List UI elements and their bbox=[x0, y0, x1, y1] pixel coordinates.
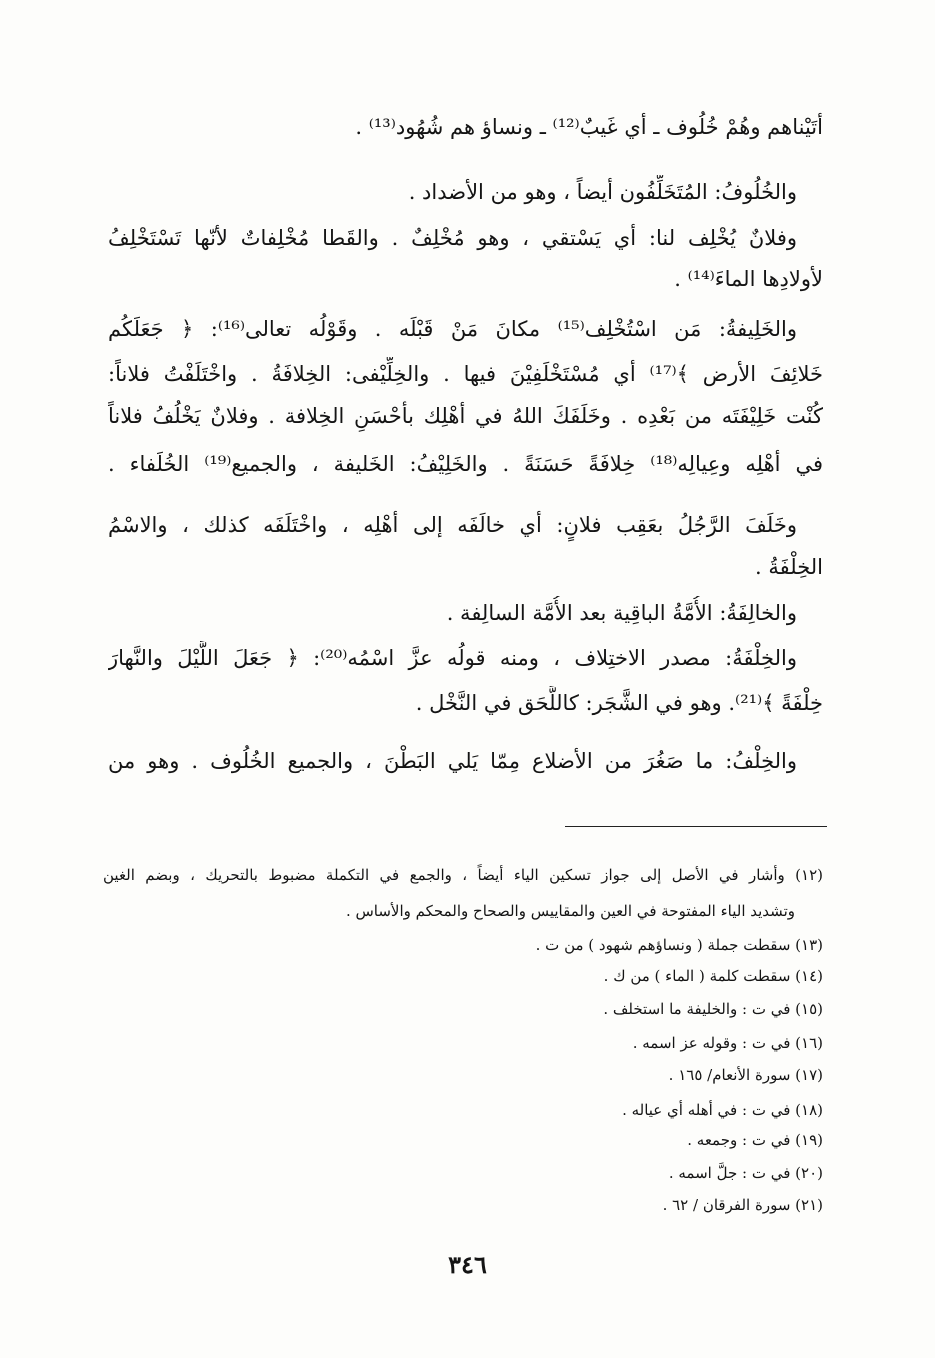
footnote: (١٧) سورة الأنعام/ ١٦٥ . bbox=[668, 1066, 823, 1084]
footnote: (٢١) سورة الفرقان / ٦٢ . bbox=[662, 1196, 823, 1214]
text-line: في أهْلِه وعِيالِه⁽¹⁸⁾ خِلافَةً حَسَنَةً . والخَلِيْفُ: الخَليفة ، والجميع⁽¹⁹⁾ الخُلَفاء . bbox=[108, 452, 823, 476]
footnote: (١٣) سقطت جملة ( ونساؤهم شهود ) من ت . bbox=[535, 936, 823, 954]
text-line: والخِلْفَةُ: مصدر الاختِلاف ، ومنه قولُه عزَّ اسْمُه⁽²⁰⁾: ﴿ جَعَلَ اللَّيْلَ والنَّهارَ bbox=[108, 646, 797, 670]
text-line: كُنْت خَلِيْفَتَه من بَعْدِه . وخَلَفَكَ اللهُ في أهْلِك بأحْسَنِ الخِلافة . وفلانٌ يَخْلُفُ فلاناً bbox=[108, 404, 823, 428]
text-line: الخِلْفَةُ . bbox=[755, 555, 823, 579]
footnote-divider bbox=[565, 826, 827, 827]
text-line: والخِلْفُ: ما صَغُرَ من الأضلاع مِمّا يَلي البَطْنَ ، والجميع الخُلُوف . وهو من bbox=[108, 749, 797, 773]
page-number: ٣٤٦ bbox=[448, 1250, 487, 1279]
footnote: (١٢) وأشار في الأصل إلى جواز تسكين الياء أيضاً ، والجمع في التكملة مضبوط بالتحريك ، وبضم الغين bbox=[103, 866, 823, 884]
text-line: وخَلَفَ الرَّجُلُ بعَقِب فلانٍ: أي خالَفَه إلى أهْلِه ، واخْتَلَفَه كذلك ، والاسْمُ bbox=[108, 513, 797, 537]
footnote: وتشديد الياء المفتوحة في العين والمقاييس والصحاح والمحكم والأساس . bbox=[345, 902, 795, 920]
text-line: لأولادِها الماءَ⁽¹⁴⁾ . bbox=[674, 267, 823, 291]
text-line: أتَيْناهم وهُمْ خُلُوف ـ أي غَيبٌ⁽¹²⁾ ـ ونساؤ هم شُهُود⁽¹³⁾ . bbox=[355, 115, 823, 139]
footnote: (٢٠) في ت : جلَّ اسمه . bbox=[668, 1164, 823, 1182]
text-line: خِلْفَةً ﴾⁽²¹⁾. وهو في الشَّجَر: كاللَّحَق في النَّخْل . bbox=[415, 691, 823, 715]
text-line: وفلانٌ يُخْلِف لنا: أي يَسْتقي ، وهو مُخْلِفٌ . والقَطا مُخْلِفاتٌ لأنّها تَسْتَخْلِفُ bbox=[108, 226, 797, 250]
text-line: خَلائِفَ الأرض ﴾⁽¹⁷⁾ أي مُسْتَخْلَفِيْنَ فيها . والخِلِّيْفى: الخِلافَةُ . واخْتَلَفْتُ فلاناً: bbox=[108, 362, 823, 386]
footnote: (١٥) في ت : والخليفة ما استخلف . bbox=[603, 1000, 823, 1018]
text-line: والخَلِيفةُ: مَن اسْتُخْلِف⁽¹⁵⁾ مكانَ مَنْ قَبْلَه . وقَوْلُه تعالى⁽¹⁶⁾: ﴿ جَعَلَكُم bbox=[108, 317, 797, 341]
footnote: (١٨) في ت : في أهله أي عياله . bbox=[622, 1101, 823, 1119]
text-line: والخالِفَةُ: الأُمَّةُ الباقِية بعد الأُمَّة السالِفة . bbox=[446, 601, 797, 625]
footnote: (١٩) في ت : وجمعه . bbox=[687, 1131, 823, 1149]
footnote: (١٤) سقطت كلمة ( الماء ) من ك . bbox=[603, 967, 823, 985]
text-line: والخُلُوفُ: المُتَخَلِّفُون أيضاً ، وهو من الأضداد . bbox=[408, 180, 797, 204]
footnote: (١٦) في ت : وقوله عز اسمه . bbox=[632, 1034, 823, 1052]
